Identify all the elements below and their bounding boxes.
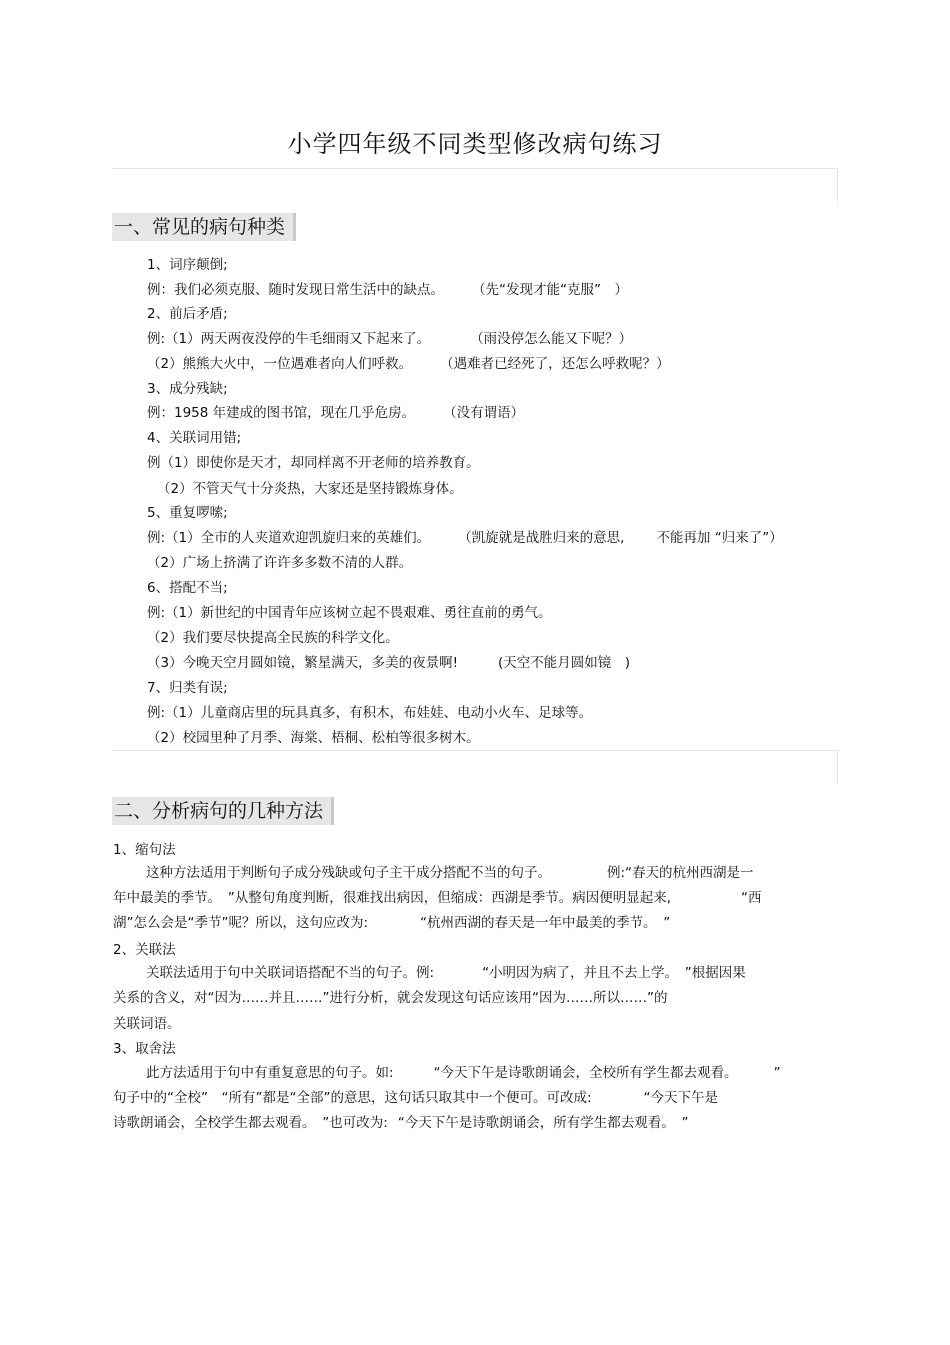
list-item: 例：1958 年建成的图书馆，现在几乎危房。 （没有谓语） [147,405,525,421]
list-item: 5、重复啰嗦; [147,505,228,521]
title-divider [112,168,838,169]
list-item: 例:（1）全市的人夹道欢迎凯旋归来的英雄们。 （凯旋就是战胜归来的意思, 不能再加 “归来了”） [147,530,783,546]
paragraph-line: 年中最美的季节。 ”从整句角度判断，很难找出病因，但缩成：西湖是季节。病因便明显起来, “西 [113,890,762,906]
section-heading-2: 二、分析病句的几种方法 [112,797,334,825]
section-divider-edge [837,750,838,784]
paragraph-line: 这种方法适用于判断句子成分残缺或句子主干成分搭配不当的句子。 例:“春天的杭州西湖是一 [146,865,754,881]
paragraph-line: 关联法适用于句中关联词语搭配不当的句子。例: “小明因为病了，并且不去上学。 ”根据因果 [146,965,746,981]
list-item: （2）熊熊大火中，一位遇难者向人们呼救。 （遇难者已经死了，还怎么呼救呢？） [147,356,670,372]
list-item: （3）今晚天空月圆如镜，繁星满天，多美的夜景啊! (天空不能月圆如镜 ) [147,655,631,671]
list-item: 3、取舍法 [113,1041,176,1057]
paragraph-line: 诗歌朗诵会，全校学生都去观看。 ”也可改为: “今天下午是诗歌朗诵会，所有学生都去观看。 ” [113,1115,689,1131]
list-item: 3、成分残缺; [147,381,228,397]
list-item: 例（1）即使你是天才，却同样离不开老师的培养教育。 [147,455,480,471]
list-item: 2、前后矛盾; [147,306,228,322]
section-divider [112,750,838,751]
page-title: 小学四年级不同类型修改病句练习 [287,130,663,158]
list-item: 例:（1）儿童商店里的玩具真多，有积木，布娃娃、电动小火车、足球等。 [147,705,593,721]
list-item: 1、缩句法 [113,842,176,858]
list-item: 例:（1）新世纪的中国青年应该树立起不畏艰难、勇往直前的勇气。 [147,605,552,621]
paragraph-line: 此方法适用于句中有重复意思的句子。如: “今天下午是诗歌朗诵会，全校所有学生都去观看。 ” [146,1065,781,1081]
paragraph-line: 句子中的“全校” “所有”都是“全部”的意思，这句话只取其中一个便可。可改成: “今天下午是 [113,1090,719,1106]
list-item: 7、归类有误; [147,680,228,696]
list-item: 1、词序颠倒; [147,257,228,273]
title-divider-edge [837,168,838,202]
list-item: 例:（1）两天两夜没停的牛毛细雨又下起来了。 （雨没停怎么能又下呢？） [147,331,633,347]
list-item: 4、关联词用错; [147,430,242,446]
list-item: 6、搭配不当; [147,580,228,596]
list-item: （2）广场上挤满了许许多多数不清的人群。 [147,555,413,571]
list-item: （2）校园里种了月季、海棠、梧桐、松柏等很多树木。 [147,730,480,746]
paragraph-line: 关联词语。 [113,1016,181,1032]
paragraph-line: 关系的含义，对“因为……并且……”进行分析，就会发现这句话应该用“因为……所以……”的 [113,990,668,1006]
list-item: 例：我们必须克服、随时发现日常生活中的缺点。 （先“发现才能“克服” ） [147,282,628,298]
list-item: （2）我们要尽快提高全民族的科学文化。 [147,630,399,646]
list-item: （2）不管天气十分炎热，大家还是坚持锻炼身体。 [157,481,463,497]
section-heading-1: 一、常见的病句种类 [112,213,296,241]
list-item: 2、关联法 [113,942,176,958]
paragraph-line: 湖”怎么会是“季节”呢？所以，这句应改为: “杭州西湖的春天是一年中最美的季节。 ” [113,915,671,931]
